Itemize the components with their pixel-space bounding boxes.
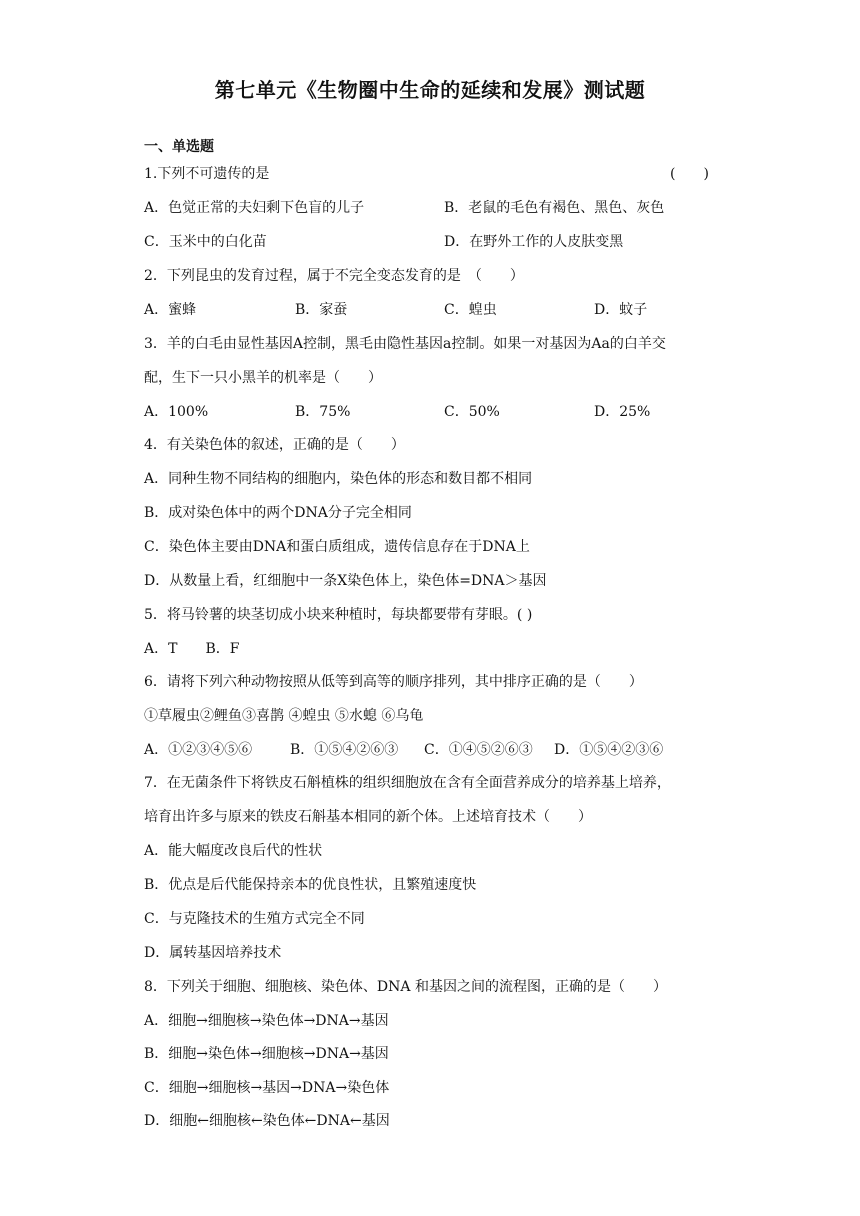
question-2-option-d: D．蚊子: [594, 302, 648, 318]
question-1-stem: 1.下列不可遗传的是: [144, 166, 270, 182]
question-1-answer-paren: ( ): [670, 166, 709, 182]
question-7-option-d: D．属转基因培养技术: [144, 945, 282, 961]
question-1-option-c: C．玉米中的白化苗: [144, 234, 267, 250]
question-1-option-a: A．色觉正常的夫妇剩下色盲的儿子: [144, 200, 365, 216]
question-6-stem: 6．请将下列六种动物按照从低等到高等的顺序排列，其中排序正确的是（ ）: [144, 674, 643, 690]
question-3-option-a: A．100%: [144, 404, 209, 420]
question-7-stem-line-1: 7．在无菌条件下将铁皮石斛植株的组织细胞放在含有全面营养成分的培养基上培养，: [144, 775, 671, 791]
question-6-option-b: B．①⑤④②⑥③: [290, 742, 399, 758]
question-6-option-a: A．①②③④⑤⑥: [144, 742, 253, 758]
page-title: 第七单元《生物圈中生命的延续和发展》测试题: [214, 78, 646, 102]
question-7-option-b: B．优点是后代能保持亲本的优良性状，且繁殖速度快: [144, 877, 477, 893]
question-7-option-a: A．能大幅度改良后代的性状: [144, 843, 323, 859]
question-4-option-d: D．从数量上看，红细胞中一条X染色体上，染色体=DNA＞基因: [144, 573, 547, 589]
question-4-stem: 4．有关染色体的叙述，正确的是（ ）: [144, 437, 405, 453]
question-8-option-d: D．细胞←细胞核←染色体←DNA←基因: [144, 1113, 390, 1129]
question-4-option-b: B．成对染色体中的两个DNA分子完全相同: [144, 505, 412, 521]
section-heading: 一、单选题: [144, 139, 214, 155]
question-1-option-b: B．老鼠的毛色有褐色、黑色、灰色: [444, 200, 665, 216]
question-6-items: ①草履虫②鲤鱼③喜鹊 ④蝗虫 ⑤水螅 ⑥乌龟: [144, 708, 424, 724]
question-2-option-c: C．蝗虫: [444, 302, 497, 318]
question-8-option-b: B．细胞→染色体→细胞核→DNA→基因: [144, 1046, 389, 1062]
question-6-option-d: D．①⑤④②③⑥: [554, 742, 664, 758]
question-8-option-a: A．细胞→细胞核→染色体→DNA→基因: [144, 1013, 389, 1029]
question-3-stem-line-2: 配，生下一只小黑羊的机率是（ ）: [144, 370, 382, 386]
question-8-option-c: C．细胞→细胞核→基因→DNA→染色体: [144, 1080, 390, 1096]
question-1-option-d: D．在野外工作的人皮肤变黑: [444, 234, 624, 250]
question-3-stem-line-1: 3．羊的白毛由显性基因A控制，黑毛由隐性基因a控制。如果一对基因为Aa的白羊交: [144, 336, 666, 352]
question-2-stem: 2．下列昆虫的发育过程，属于不完全变态发育的是 （ ）: [144, 268, 524, 284]
question-7-option-c: C．与克隆技术的生殖方式完全不同: [144, 911, 365, 927]
question-4-option-a: A．同种生物不同结构的细胞内，染色体的形态和数目都不相同: [144, 471, 533, 487]
question-6-option-c: C．①④⑤②⑥③: [424, 742, 533, 758]
question-3-option-b: B．75%: [295, 404, 351, 420]
question-4-option-c: C．染色体主要由DNA和蛋白质组成，遗传信息存在于DNA上: [144, 539, 530, 555]
question-3-option-d: D．25%: [594, 404, 651, 420]
question-8-stem: 8．下列关于细胞、细胞核、染色体、DNA 和基因之间的流程图，正确的是（ ）: [144, 979, 667, 995]
question-2-option-a: A．蜜蜂: [144, 302, 197, 318]
question-3-option-c: C．50%: [444, 404, 500, 420]
question-5-options: A．T B．F: [144, 641, 240, 657]
question-2-option-b: B．家蚕: [295, 302, 348, 318]
question-7-stem-line-2: 培育出许多与原来的铁皮石斛基本相同的新个体。上述培育技术（ ）: [144, 809, 592, 825]
question-5-stem: 5．将马铃薯的块茎切成小块来种植时，每块都要带有芽眼。( ): [144, 607, 533, 623]
